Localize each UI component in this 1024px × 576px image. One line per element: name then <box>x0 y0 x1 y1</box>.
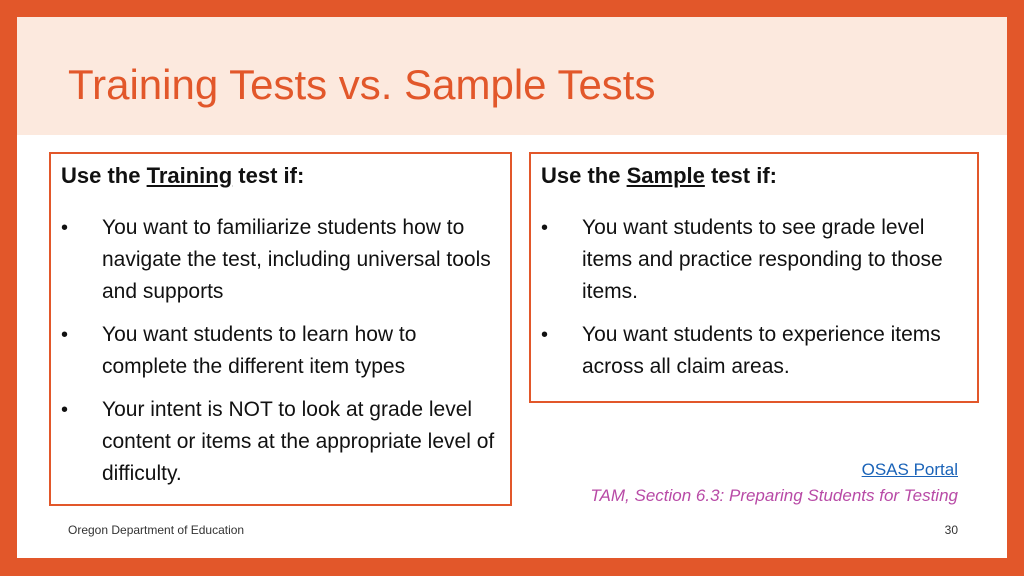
heading-post: test if: <box>704 163 777 188</box>
reference-links <box>590 457 958 509</box>
bullet-glyph: • <box>541 217 549 239</box>
list-item <box>61 319 500 383</box>
tam-section-link[interactable]: TAM, Section 6.3: Preparing Students for Testing <box>590 486 958 505</box>
bullet-text: You want students to see grade level items and practice responding to those items. <box>582 216 943 303</box>
page-number: 30 <box>944 523 958 537</box>
bullet-text: You want to familiarize students how to navigate the test, including universal tools and supports <box>102 216 491 303</box>
sample-bullet-list <box>541 212 967 394</box>
heading-underlined: Training <box>146 163 233 188</box>
list-item <box>61 212 500 308</box>
heading-pre: Use the <box>541 163 627 188</box>
list-item <box>541 212 967 308</box>
bullet-text: You want students to experience items across all claim areas. <box>582 323 941 378</box>
bullet-glyph: • <box>61 217 69 239</box>
list-item <box>61 394 500 490</box>
training-bullet-list <box>61 212 500 501</box>
slide <box>17 17 1007 558</box>
bullet-glyph: • <box>61 399 69 421</box>
training-box-heading <box>61 163 304 189</box>
sample-test-box <box>529 152 979 403</box>
sample-box-heading <box>541 163 777 189</box>
training-test-box <box>49 152 512 506</box>
list-item <box>541 319 967 383</box>
osas-portal-link[interactable]: OSAS Portal <box>861 460 958 479</box>
bullet-glyph: • <box>541 324 549 346</box>
bullet-text: Your intent is NOT to look at grade level content or items at the appropriate level of difficulty. <box>102 398 495 485</box>
bullet-text: You want students to learn how to complete the different item types <box>102 323 417 378</box>
slide-title: Training Tests vs. Sample Tests <box>68 61 656 108</box>
bullet-glyph: • <box>61 324 69 346</box>
heading-post: test if: <box>232 163 305 188</box>
heading-underlined: Sample <box>626 163 705 188</box>
title-band <box>17 17 1007 135</box>
footer-org: Oregon Department of Education <box>68 523 245 537</box>
heading-pre: Use the <box>61 163 147 188</box>
